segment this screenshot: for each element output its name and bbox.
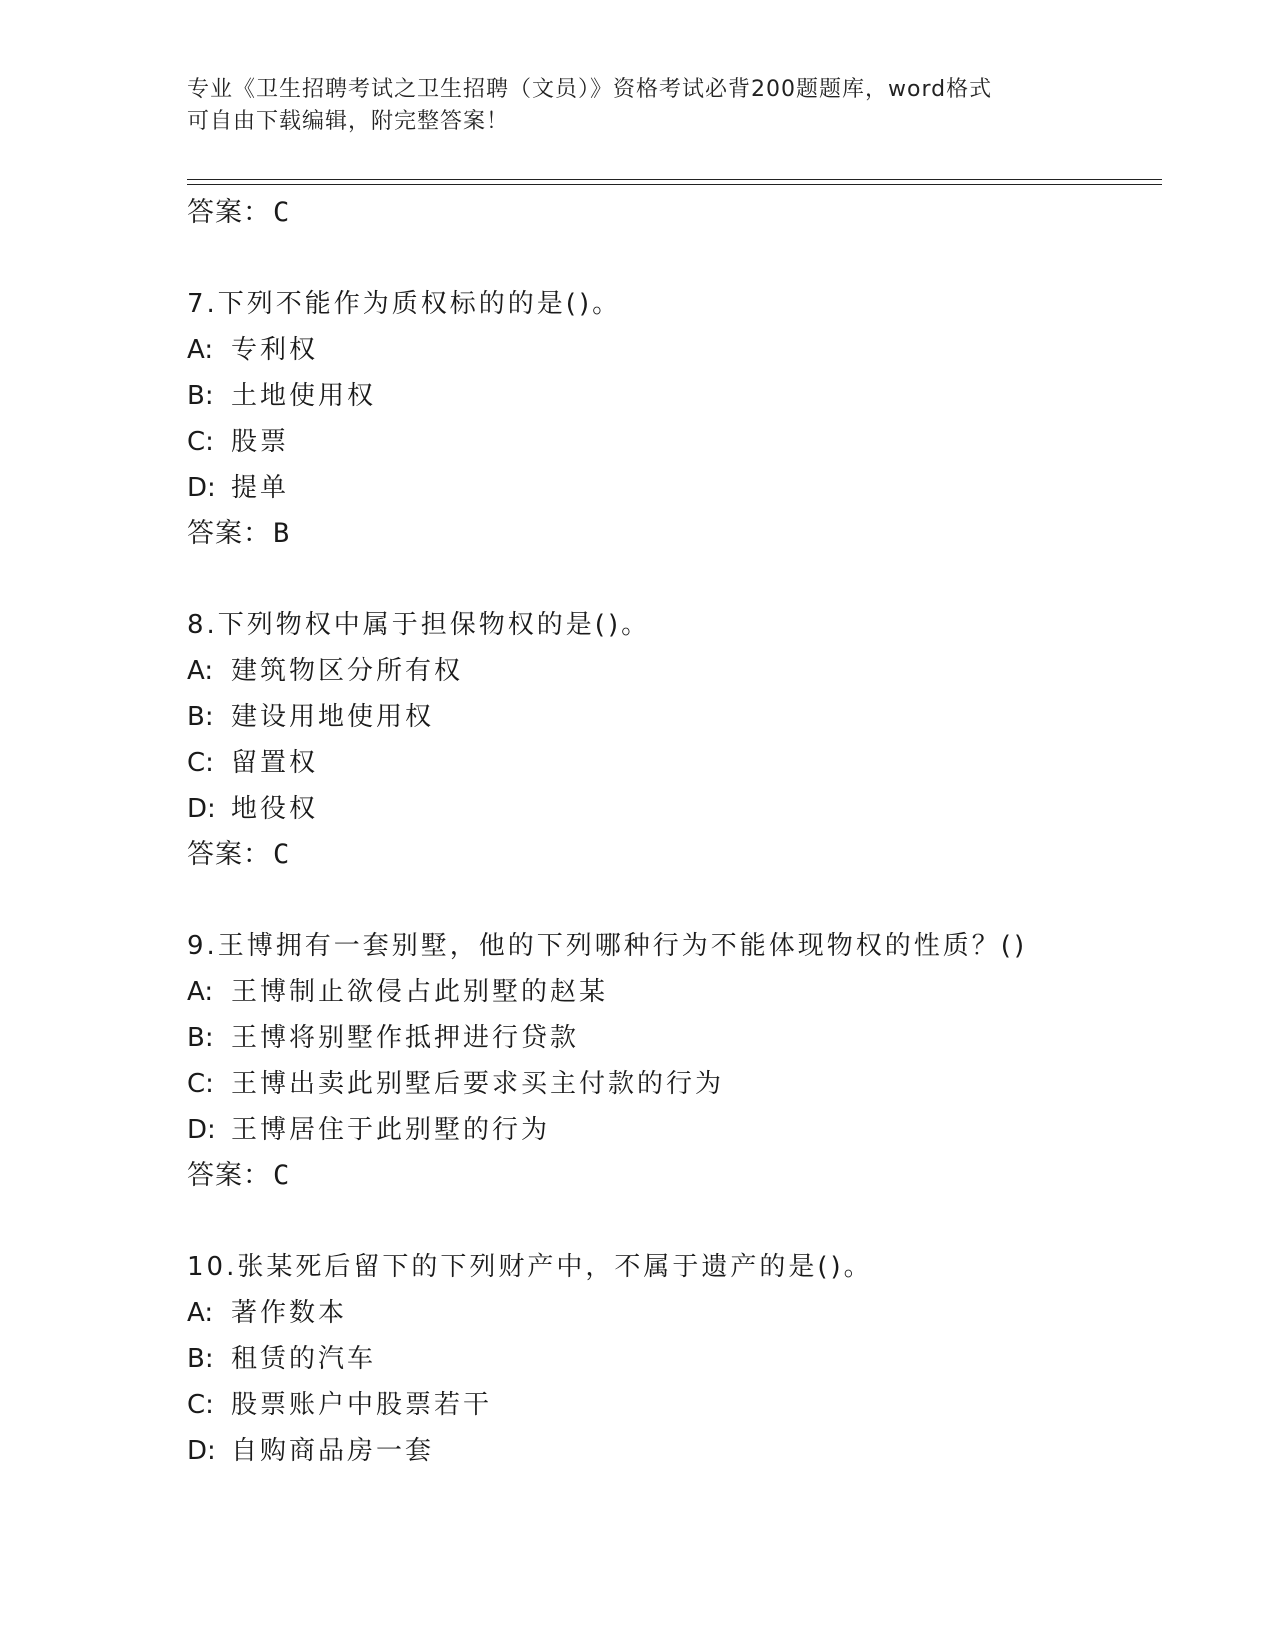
option-label: A: [187, 977, 214, 1007]
option-text: 建筑物区分所有权 [231, 656, 464, 686]
option-label: A: [187, 335, 214, 365]
option-c [187, 419, 1167, 465]
answer-label: 答案： [187, 518, 271, 549]
answer-label: 答案： [187, 839, 271, 870]
question-stem: 7.下列不能作为质权标的的是()。 [187, 289, 622, 319]
option-label: C: [187, 1390, 214, 1420]
document-header [187, 74, 1087, 138]
option-text: 地役权 [231, 794, 319, 824]
option-d [187, 1428, 1167, 1474]
option-text: 股票账户中股票若干 [231, 1390, 493, 1420]
question-block-10 [187, 1244, 1167, 1474]
option-d [187, 786, 1167, 832]
question-block-7 [187, 281, 1167, 557]
option-text: 自购商品房一套 [231, 1436, 435, 1466]
option-text: 王博制止欲侵占此别墅的赵某 [231, 977, 609, 1007]
option-c [187, 1061, 1167, 1107]
option-b [187, 694, 1167, 740]
answer-line [187, 511, 1167, 557]
option-text: 著作数本 [231, 1298, 348, 1328]
answer-line-prev [187, 190, 1167, 236]
answer-value: C [273, 197, 290, 228]
header-divider-bottom [187, 184, 1162, 185]
option-label: C: [187, 427, 214, 457]
option-c [187, 1382, 1167, 1428]
option-a [187, 1290, 1167, 1336]
option-text: 王博居住于此别墅的行为 [231, 1115, 551, 1145]
option-label: A: [187, 656, 214, 686]
option-label: B: [187, 381, 214, 411]
answer-line [187, 832, 1167, 878]
option-d [187, 465, 1167, 511]
option-text: 专利权 [231, 335, 319, 365]
answer-label: 答案： [187, 1160, 271, 1191]
option-label: B: [187, 702, 214, 732]
option-label: B: [187, 1023, 214, 1053]
option-label: C: [187, 748, 214, 778]
question-list [187, 190, 1167, 1474]
question-stem: 10.张某死后留下的下列财产中，不属于遗产的是()。 [187, 1252, 873, 1282]
answer-label: 答案： [187, 197, 271, 228]
header-line-2: 可自由下载编辑，附完整答案！ [187, 109, 510, 134]
question-stem: 8.下列物权中属于担保物权的是()。 [187, 610, 651, 640]
option-c [187, 740, 1167, 786]
option-text: 建设用地使用权 [231, 702, 435, 732]
option-text: 租赁的汽车 [231, 1344, 377, 1374]
answer-value: B [273, 518, 290, 549]
header-divider-top [187, 179, 1162, 180]
answer-line [187, 1153, 1167, 1199]
option-text: 提单 [231, 473, 290, 503]
answer-value: C [273, 839, 290, 870]
option-text: 王博将别墅作抵押进行贷款 [231, 1023, 580, 1053]
option-label: D: [187, 1436, 216, 1466]
option-label: A: [187, 1298, 214, 1328]
option-a [187, 648, 1167, 694]
question-block-8 [187, 602, 1167, 878]
option-text: 王博出卖此别墅后要求买主付款的行为 [231, 1069, 725, 1099]
question-stem: 9.王博拥有一套别墅，他的下列哪种行为不能体现物权的性质？() [187, 931, 1028, 961]
option-text: 留置权 [231, 748, 319, 778]
option-label: D: [187, 794, 216, 824]
option-label: C: [187, 1069, 214, 1099]
option-b [187, 1336, 1167, 1382]
answer-value: C [273, 1160, 290, 1191]
option-a [187, 327, 1167, 373]
option-label: D: [187, 473, 216, 503]
option-text: 土地使用权 [231, 381, 377, 411]
option-d [187, 1107, 1167, 1153]
question-block-9 [187, 923, 1167, 1199]
option-label: D: [187, 1115, 216, 1145]
option-b [187, 1015, 1167, 1061]
option-b [187, 373, 1167, 419]
header-line-1: 专业《卫生招聘考试之卫生招聘（文员）》资格考试必背200题题库，word格式 [187, 77, 993, 102]
option-text: 股票 [231, 427, 290, 457]
option-a [187, 969, 1167, 1015]
option-label: B: [187, 1344, 214, 1374]
